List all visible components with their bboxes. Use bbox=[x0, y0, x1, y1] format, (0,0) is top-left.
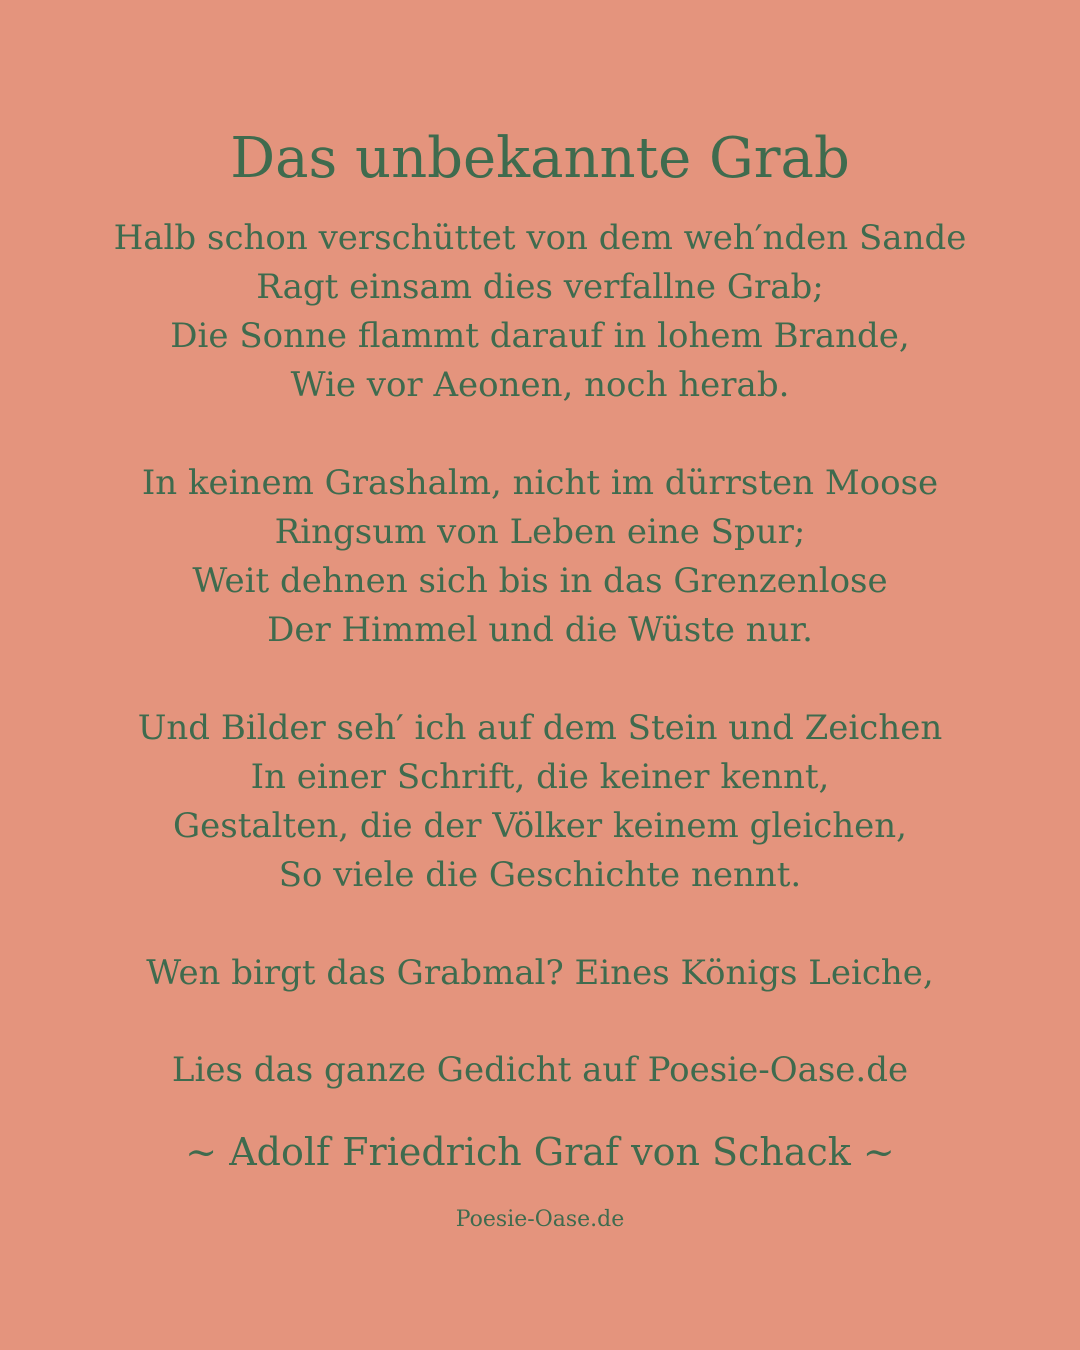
poem-line: Ringsum von Leben eine Spur; bbox=[274, 512, 806, 552]
poem-line: Und Bilder seh′ ich auf dem Stein und Zeichen bbox=[137, 708, 943, 748]
poem-line: Die Sonne flammt darauf in lohem Brande, bbox=[170, 316, 910, 356]
poem-author: ~ Adolf Friedrich Graf von Schack ~ bbox=[185, 1130, 895, 1174]
poem-line: In einer Schrift, die keiner kennt, bbox=[250, 757, 830, 797]
poem-body bbox=[0, 214, 1080, 1047]
read-more-text: Lies das ganze Gedicht auf Poesie-Oase.de bbox=[171, 1050, 909, 1090]
stanza-4 bbox=[0, 949, 1080, 998]
stanza-3 bbox=[0, 704, 1080, 900]
poem-title: Das unbekannte Grab bbox=[230, 126, 850, 191]
poem-line: In keinem Grashalm, nicht im dürrsten Moose bbox=[141, 463, 939, 503]
poem-line: Der Himmel und die Wüste nur. bbox=[267, 610, 813, 650]
stanza-1 bbox=[0, 214, 1080, 410]
poem-line: Ragt einsam dies verfallne Grab; bbox=[256, 267, 824, 307]
poem-line: Wen birgt das Grabmal? Eines Königs Leiche, bbox=[146, 953, 934, 993]
poem-line: So viele die Geschichte nennt. bbox=[278, 855, 802, 895]
poem-line: Wie vor Aeonen, noch herab. bbox=[290, 365, 790, 405]
stanza-2 bbox=[0, 459, 1080, 655]
poem-line: Halb schon verschüttet von dem weh′nden Sande bbox=[113, 218, 967, 258]
site-name: Poesie-Oase.de bbox=[455, 1207, 625, 1232]
poem-line: Gestalten, die der Völker keinem gleichen, bbox=[173, 806, 907, 846]
poem-line: Weit dehnen sich bis in das Grenzenlose bbox=[192, 561, 888, 601]
